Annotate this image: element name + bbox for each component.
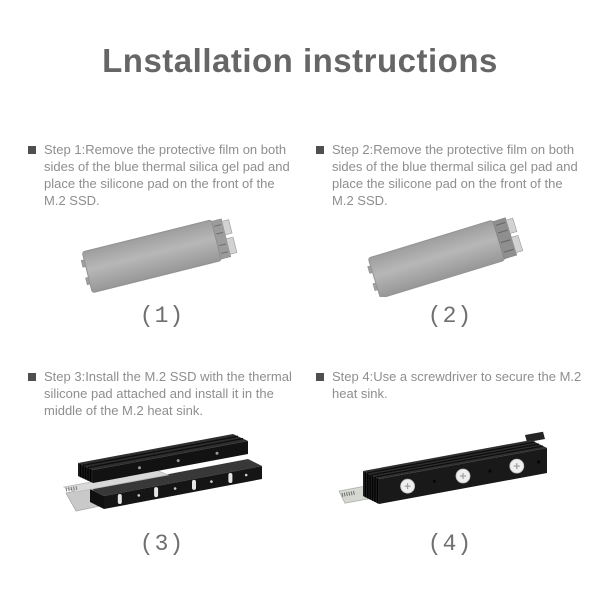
step-2-section	[314, 141, 586, 329]
step-1-text: Step 1:Remove the protective film on both sides of the blue thermal silica gel pad and place the silicone pad on the front of the M.2 SSD.	[44, 142, 290, 208]
heatsink-body	[363, 432, 547, 504]
thermal-pad	[368, 220, 505, 297]
m2-heatsink-exploded-illustration	[60, 429, 264, 525]
bullet-square-icon	[316, 146, 324, 154]
bullet-square-icon	[316, 373, 324, 381]
page-title: Lnstallation instructions	[102, 42, 498, 79]
bullet-square-icon	[28, 373, 36, 381]
screw	[510, 459, 524, 473]
thermal-pad	[82, 220, 221, 293]
step-3-section	[26, 368, 298, 557]
screw	[401, 479, 415, 493]
step-4-text: Step 4:Use a screwdriver to secure the M.2 heat sink.	[332, 369, 582, 401]
figure-label-2: (2)	[427, 303, 473, 329]
step-1-figure	[26, 209, 298, 297]
step-2-text: Step 2:Remove the protective film on both sides of the blue thermal silica gel pad and place the silicone pad on the front of the M.2 SSD.	[332, 142, 578, 208]
step-1-section	[26, 141, 298, 329]
figure-label-4: (4)	[427, 531, 473, 557]
m2-heatsink-assembled-illustration	[335, 427, 565, 525]
screw	[456, 469, 470, 483]
figure-label-1: (1)	[139, 303, 185, 329]
bullet-square-icon	[28, 146, 36, 154]
step-4-section	[314, 368, 586, 557]
step-3-figure	[26, 423, 298, 525]
figure-label-3: (3)	[139, 531, 185, 557]
step-4-figure	[314, 423, 586, 525]
m2-ssd-with-thermal-pad-illustration	[365, 211, 535, 297]
step-3-text: Step 3:Install the M.2 SSD with the thermal silicone pad attached and install it in the middle of the M.2 heat sink.	[44, 369, 292, 418]
m2-ssd-with-thermal-pad-illustration	[77, 211, 247, 297]
step-2-figure	[314, 209, 586, 297]
